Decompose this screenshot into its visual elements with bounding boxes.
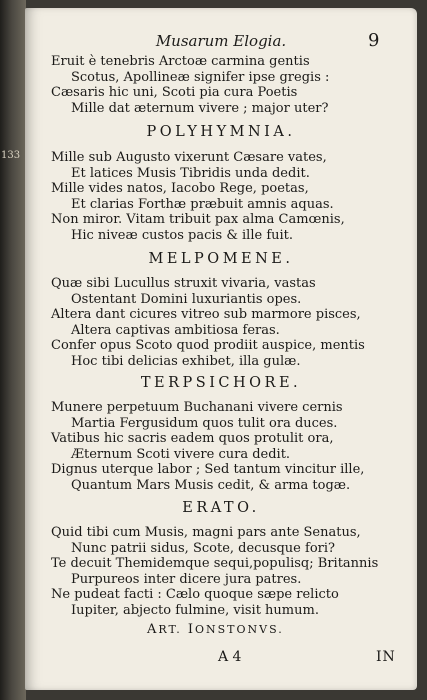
sheet-signature: A 4 [218,649,242,665]
catchword: IN [376,649,396,665]
stanza-melpomene [51,276,401,369]
verse-line: Hic niveæ custos pacis & ille fuit. [71,227,294,243]
verse-line: Quæ sibi Lucullus struxit vivaria, vastas [51,276,316,291]
stanza-terpsichore [51,400,401,493]
verse-line: Quid tibi cum Musis, magni pars ante Senatus, [51,525,361,540]
verse-line: Confer opus Scoto quod prodiit auspice, mentis [51,338,365,353]
verse-line: Mille vides natos, Iacobo Rege, poetas, [51,181,309,196]
signature-smallcaps: ONSTONVS. [194,623,284,636]
verse-line: Non miror. Vitam tribuit pax alma Camœnis, [51,212,345,227]
verse-line: Eruit è tenebris Arctoæ carmina gentis [51,54,310,69]
running-head: Musarum Elogia. [155,32,287,50]
verse-line: Scotus, Apollineæ signifer ipse gregis : [71,69,330,85]
facing-page-number-fragment: 133 [1,150,21,161]
verse-line: Et clarias Forthæ præbuit amnis aquas. [71,196,334,212]
verse-line: Mille sub Augusto vixerunt Cæsare vates, [51,150,327,165]
author-signature [147,622,284,637]
page-number: 9 [368,30,380,51]
section-heading-terpsichore: TERPSICHORE. [140,375,302,391]
stanza-erato [51,525,401,618]
signature-initial: A [147,622,159,637]
binding-gutter [0,0,26,700]
verse-line: Æternum Scoti vivere cura dedit. [71,446,291,462]
stanza-intro [51,54,401,116]
verse-line: Munere perpetuum Buchanani vivere cernis [51,400,343,415]
verse-line: Mille dat æternum vivere ; major uter? [71,100,329,116]
verse-line: Quantum Mars Musis cedit, & arma togæ. [71,477,351,493]
verse-line: Vatibus hic sacris eadem quos protulit ora, [51,431,334,446]
verse-line: Te decuit Themidemque sequi,populisq; Britannis [51,556,379,571]
verse-line: Altera captivas ambitiosa feras. [71,322,280,338]
verse-line: Et latices Musis Tibridis unda dedit. [71,165,310,181]
verse-line: Martia Fergusidum quos tulit ora duces. [71,415,338,431]
verse-line: Hoc tibi delicias exhibet, illa gulæ. [71,353,301,369]
verse-line: Iupiter, abjecto fulmine, visit humum. [71,602,319,618]
section-heading-polyhymnia: POLYHYMNIA. [146,124,296,140]
verse-line: Ne pudeat facti : Cælo quoque sæpe relicto [51,587,339,602]
section-heading-erato: ERATO. [182,500,260,516]
verse-line: Nunc patrii sidus, Scote, decusque fori? [71,540,335,556]
verse-line: Altera dant cicures vitreo sub marmore pisces, [51,307,361,322]
page-leaf [25,8,417,690]
signature-smallcaps: RT. [158,623,182,636]
verse-line: Cæsaris hic uni, Scoti pia cura Poetis [51,85,298,100]
verse-line: Ostentant Domini luxuriantis opes. [71,291,302,307]
section-heading-melpomene: MELPOMENE. [148,251,294,267]
signature-initial: I [187,622,195,637]
verse-line: Purpureos inter dicere jura patres. [71,571,302,587]
stanza-polyhymnia [51,150,401,243]
verse-line: Dignus uterque labor ; Sed tantum vincitur ille, [51,462,365,477]
